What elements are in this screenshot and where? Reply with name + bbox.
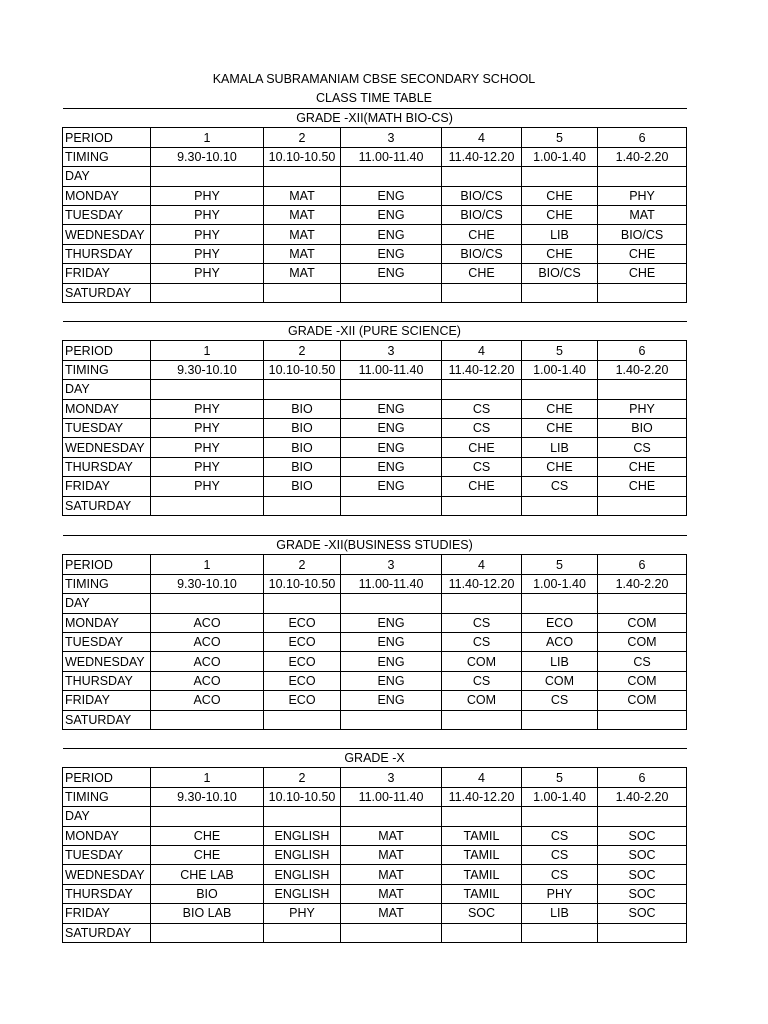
table-row (63, 652, 687, 671)
subject-cell: SOC (598, 884, 687, 903)
day-name: MONDAY (63, 613, 151, 632)
document-title: CLASS TIME TABLE (315, 91, 432, 105)
day-name: SATURDAY (63, 923, 151, 942)
subject-cell: MAT (264, 225, 341, 244)
period-number: 4 (442, 555, 522, 574)
table-row (63, 691, 687, 710)
period-label: PERIOD (63, 555, 151, 574)
timing-label: TIMING (63, 360, 151, 379)
subject-cell: BIO (264, 438, 341, 457)
subject-cell: SOC (598, 865, 687, 884)
subject-cell: ENGLISH (264, 884, 341, 903)
period-number: 2 (264, 128, 341, 147)
timing-cell: 9.30-10.10 (151, 360, 264, 379)
subject-cell: ENG (341, 225, 442, 244)
subject-cell: ACO (151, 671, 264, 690)
subject-cell: COM (598, 691, 687, 710)
timing-cell: 1.40-2.20 (598, 147, 687, 166)
period-number: 5 (522, 768, 598, 787)
subject-cell: ENGLISH (264, 845, 341, 864)
empty-cell (264, 380, 341, 399)
subject-cell: BIO (598, 418, 687, 437)
subject-cell: ENG (341, 652, 442, 671)
empty-cell (598, 167, 687, 186)
subject-cell: PHY (151, 457, 264, 476)
day-name: TUESDAY (63, 632, 151, 651)
table-row (63, 710, 687, 729)
empty-cell (151, 807, 264, 826)
subject-cell (442, 710, 522, 729)
day-name: TUESDAY (63, 845, 151, 864)
subject-cell: BIO/CS (442, 186, 522, 205)
period-number: 1 (151, 128, 264, 147)
subject-cell: PHY (151, 438, 264, 457)
timing-cell: 11.00-11.40 (341, 574, 442, 593)
subject-cell: ENG (341, 205, 442, 224)
timing-cell: 1.40-2.20 (598, 574, 687, 593)
subject-cell: CS (598, 438, 687, 457)
subject-cell (598, 283, 687, 302)
day-name: THURSDAY (63, 457, 151, 476)
period-number: 2 (264, 341, 341, 360)
timing-row (63, 787, 687, 806)
subject-cell: BIO/CS (598, 225, 687, 244)
table-row (63, 399, 687, 418)
timing-cell: 1.00-1.40 (522, 787, 598, 806)
subject-cell: ENG (341, 264, 442, 283)
subject-cell: MAT (341, 826, 442, 845)
day-label: DAY (63, 380, 151, 399)
table-row (63, 904, 687, 923)
timing-cell: 11.00-11.40 (341, 787, 442, 806)
table-row (63, 845, 687, 864)
subject-cell: CHE (522, 399, 598, 418)
timing-cell: 9.30-10.10 (151, 574, 264, 593)
timetable (62, 535, 687, 730)
subject-cell (442, 496, 522, 515)
subject-cell: BIO (151, 884, 264, 903)
subject-cell: SOC (598, 904, 687, 923)
subject-cell: PHY (151, 225, 264, 244)
subject-cell: BIO (264, 457, 341, 476)
subject-cell: TAMIL (442, 884, 522, 903)
timing-cell: 11.40-12.20 (442, 360, 522, 379)
subject-cell: ECO (264, 652, 341, 671)
day-name: WEDNESDAY (63, 438, 151, 457)
timing-cell: 10.10-10.50 (264, 787, 341, 806)
subject-cell: MAT (341, 904, 442, 923)
subject-cell: CHE (522, 457, 598, 476)
subject-cell (341, 496, 442, 515)
subject-cell: LIB (522, 225, 598, 244)
subject-cell: CHE (522, 418, 598, 437)
day-name: FRIDAY (63, 904, 151, 923)
timing-row (63, 360, 687, 379)
subject-cell: TAMIL (442, 826, 522, 845)
subject-cell: ENG (341, 613, 442, 632)
empty-cell (341, 380, 442, 399)
subject-cell (341, 710, 442, 729)
subject-cell: PHY (598, 399, 687, 418)
grade-title: GRADE -XII(BUSINESS STUDIES) (63, 536, 687, 555)
period-number: 1 (151, 768, 264, 787)
timing-row (63, 147, 687, 166)
subject-cell: ENG (341, 186, 442, 205)
period-number: 5 (522, 128, 598, 147)
subject-cell: MAT (264, 205, 341, 224)
subject-cell: BIO LAB (151, 904, 264, 923)
subject-cell (264, 496, 341, 515)
period-row (63, 555, 687, 574)
timing-cell: 1.40-2.20 (598, 787, 687, 806)
grade-title: GRADE -X (63, 749, 687, 768)
empty-cell (598, 807, 687, 826)
subject-cell: BIO (264, 399, 341, 418)
subject-cell: LIB (522, 652, 598, 671)
empty-cell (522, 594, 598, 613)
subject-cell (598, 923, 687, 942)
subject-cell: SOC (598, 845, 687, 864)
subject-cell (341, 283, 442, 302)
table-row (63, 477, 687, 496)
subject-cell: ENG (341, 418, 442, 437)
subject-cell: TAMIL (442, 865, 522, 884)
period-number: 6 (598, 555, 687, 574)
empty-cell (522, 167, 598, 186)
subject-cell: ACO (151, 613, 264, 632)
empty-cell (598, 380, 687, 399)
day-name: THURSDAY (63, 884, 151, 903)
subject-cell: ECO (264, 613, 341, 632)
subject-cell (264, 710, 341, 729)
day-name: WEDNESDAY (63, 652, 151, 671)
subject-cell: LIB (522, 904, 598, 923)
timetable (62, 321, 687, 516)
subject-cell: ENGLISH (264, 826, 341, 845)
subject-cell: CHE (151, 826, 264, 845)
empty-cell (151, 380, 264, 399)
subject-cell: CHE (598, 477, 687, 496)
subject-cell: MAT (264, 244, 341, 263)
table-row (63, 613, 687, 632)
timetable (62, 108, 687, 303)
subject-cell (151, 283, 264, 302)
subject-cell: CHE (522, 244, 598, 263)
subject-cell: ACO (151, 691, 264, 710)
subject-cell: ACO (151, 652, 264, 671)
subject-cell: CS (522, 865, 598, 884)
subject-cell: COM (522, 671, 598, 690)
table-row (63, 923, 687, 942)
subject-cell: PHY (598, 186, 687, 205)
subject-cell: SOC (442, 904, 522, 923)
subject-cell: ECO (522, 613, 598, 632)
subject-cell: CHE (442, 477, 522, 496)
subject-cell: SOC (598, 826, 687, 845)
period-row (63, 128, 687, 147)
subject-cell: ACO (522, 632, 598, 651)
table-row (63, 438, 687, 457)
subject-cell (442, 283, 522, 302)
period-label: PERIOD (63, 768, 151, 787)
day-header-row (63, 167, 687, 186)
subject-cell (151, 923, 264, 942)
table-row (63, 671, 687, 690)
period-number: 3 (341, 341, 442, 360)
subject-cell: TAMIL (442, 845, 522, 864)
period-number: 6 (598, 768, 687, 787)
school-name: KAMALA SUBRAMANIAM CBSE SECONDARY SCHOOL (212, 72, 536, 86)
table-row (63, 865, 687, 884)
table-row (63, 283, 687, 302)
day-name: THURSDAY (63, 671, 151, 690)
day-name: THURSDAY (63, 244, 151, 263)
subject-cell (598, 710, 687, 729)
empty-cell (442, 167, 522, 186)
period-row (63, 768, 687, 787)
subject-cell: COM (442, 652, 522, 671)
subject-cell: CHE (598, 457, 687, 476)
empty-cell (264, 167, 341, 186)
empty-cell (341, 594, 442, 613)
subject-cell: BIO (264, 418, 341, 437)
subject-cell (522, 923, 598, 942)
timing-cell: 9.30-10.10 (151, 787, 264, 806)
day-header-row (63, 380, 687, 399)
day-name: SATURDAY (63, 496, 151, 515)
period-number: 1 (151, 341, 264, 360)
subject-cell: CS (442, 399, 522, 418)
subject-cell: LIB (522, 438, 598, 457)
subject-cell: BIO/CS (522, 264, 598, 283)
subject-cell (341, 923, 442, 942)
empty-cell (151, 594, 264, 613)
subject-cell (598, 496, 687, 515)
period-number: 3 (341, 768, 442, 787)
empty-cell (264, 807, 341, 826)
empty-cell (522, 807, 598, 826)
day-label: DAY (63, 594, 151, 613)
table-row (63, 632, 687, 651)
subject-cell: PHY (151, 244, 264, 263)
subject-cell: MAT (264, 186, 341, 205)
subject-cell: ENGLISH (264, 865, 341, 884)
subject-cell (264, 923, 341, 942)
timing-cell: 1.00-1.40 (522, 360, 598, 379)
period-number: 4 (442, 128, 522, 147)
subject-cell (522, 283, 598, 302)
timing-label: TIMING (63, 574, 151, 593)
table-row (63, 884, 687, 903)
table-row (63, 457, 687, 476)
timing-row (63, 574, 687, 593)
subject-cell: BIO/CS (442, 244, 522, 263)
day-name: SATURDAY (63, 283, 151, 302)
subject-cell: CS (522, 477, 598, 496)
day-label: DAY (63, 807, 151, 826)
period-number: 5 (522, 555, 598, 574)
subject-cell (151, 710, 264, 729)
subject-cell: CHE (442, 264, 522, 283)
subject-cell: CHE (151, 845, 264, 864)
subject-cell: CHE (598, 244, 687, 263)
empty-cell (151, 167, 264, 186)
timing-cell: 10.10-10.50 (264, 574, 341, 593)
subject-cell (151, 496, 264, 515)
subject-cell: ACO (151, 632, 264, 651)
timing-label: TIMING (63, 787, 151, 806)
subject-cell: COM (598, 671, 687, 690)
table-row (63, 244, 687, 263)
day-name: FRIDAY (63, 477, 151, 496)
table-row (63, 186, 687, 205)
day-name: FRIDAY (63, 264, 151, 283)
subject-cell: ENG (341, 632, 442, 651)
period-number: 2 (264, 768, 341, 787)
table-row (63, 205, 687, 224)
subject-cell: MAT (264, 264, 341, 283)
empty-cell (264, 594, 341, 613)
subject-cell: ENG (341, 477, 442, 496)
subject-cell: CHE (522, 186, 598, 205)
timetable (62, 748, 687, 943)
table-row (63, 264, 687, 283)
subject-cell: CHE (522, 205, 598, 224)
empty-cell (522, 380, 598, 399)
timing-cell: 1.00-1.40 (522, 574, 598, 593)
subject-cell: CS (522, 845, 598, 864)
period-number: 3 (341, 128, 442, 147)
subject-cell: BIO/CS (442, 205, 522, 224)
day-name: TUESDAY (63, 418, 151, 437)
subject-cell: MAT (341, 845, 442, 864)
period-number: 3 (341, 555, 442, 574)
subject-cell (522, 496, 598, 515)
grade-title: GRADE -XII (PURE SCIENCE) (63, 322, 687, 341)
subject-cell (442, 923, 522, 942)
period-label: PERIOD (63, 128, 151, 147)
timing-cell: 1.40-2.20 (598, 360, 687, 379)
subject-cell: CS (442, 613, 522, 632)
subject-cell: MAT (598, 205, 687, 224)
day-name: MONDAY (63, 186, 151, 205)
timing-cell: 11.40-12.20 (442, 574, 522, 593)
day-name: TUESDAY (63, 205, 151, 224)
day-name: WEDNESDAY (63, 225, 151, 244)
timing-cell: 1.00-1.40 (522, 147, 598, 166)
day-name: SATURDAY (63, 710, 151, 729)
subject-cell: PHY (264, 904, 341, 923)
subject-cell: PHY (151, 399, 264, 418)
period-number: 2 (264, 555, 341, 574)
subject-cell: CS (442, 632, 522, 651)
empty-cell (442, 807, 522, 826)
timing-cell: 9.30-10.10 (151, 147, 264, 166)
subject-cell: CS (442, 671, 522, 690)
day-header-row (63, 807, 687, 826)
day-name: WEDNESDAY (63, 865, 151, 884)
subject-cell: COM (442, 691, 522, 710)
subject-cell: ENG (341, 244, 442, 263)
subject-cell: CHE (442, 225, 522, 244)
subject-cell: ENG (341, 691, 442, 710)
table-row (63, 225, 687, 244)
subject-cell: ENG (341, 399, 442, 418)
period-label: PERIOD (63, 341, 151, 360)
period-number: 5 (522, 341, 598, 360)
timing-label: TIMING (63, 147, 151, 166)
empty-cell (598, 594, 687, 613)
day-name: FRIDAY (63, 691, 151, 710)
grade-title: GRADE -XII(MATH BIO-CS) (63, 109, 687, 128)
subject-cell: CS (522, 826, 598, 845)
timing-cell: 10.10-10.50 (264, 147, 341, 166)
subject-cell: CS (522, 691, 598, 710)
subject-cell (522, 710, 598, 729)
day-header-row (63, 594, 687, 613)
subject-cell: PHY (151, 264, 264, 283)
period-row (63, 341, 687, 360)
day-label: DAY (63, 167, 151, 186)
subject-cell: PHY (522, 884, 598, 903)
empty-cell (341, 807, 442, 826)
subject-cell: COM (598, 613, 687, 632)
subject-cell: MAT (341, 884, 442, 903)
subject-cell: PHY (151, 205, 264, 224)
subject-cell: PHY (151, 418, 264, 437)
subject-cell: PHY (151, 477, 264, 496)
table-row (63, 496, 687, 515)
subject-cell: ECO (264, 671, 341, 690)
subject-cell: ENG (341, 438, 442, 457)
subject-cell: CHE LAB (151, 865, 264, 884)
day-name: MONDAY (63, 826, 151, 845)
period-number: 1 (151, 555, 264, 574)
timing-cell: 11.00-11.40 (341, 360, 442, 379)
table-row (63, 418, 687, 437)
subject-cell: ECO (264, 691, 341, 710)
empty-cell (341, 167, 442, 186)
subject-cell: BIO (264, 477, 341, 496)
timing-cell: 11.00-11.40 (341, 147, 442, 166)
subject-cell: PHY (151, 186, 264, 205)
subject-cell (264, 283, 341, 302)
subject-cell: ENG (341, 457, 442, 476)
subject-cell: CHE (442, 438, 522, 457)
subject-cell: CS (442, 418, 522, 437)
period-number: 4 (442, 768, 522, 787)
subject-cell: CHE (598, 264, 687, 283)
timing-cell: 11.40-12.20 (442, 147, 522, 166)
subject-cell: CS (598, 652, 687, 671)
empty-cell (442, 380, 522, 399)
subject-cell: ECO (264, 632, 341, 651)
subject-cell: COM (598, 632, 687, 651)
period-number: 4 (442, 341, 522, 360)
timing-cell: 11.40-12.20 (442, 787, 522, 806)
timing-cell: 10.10-10.50 (264, 360, 341, 379)
period-number: 6 (598, 341, 687, 360)
table-row (63, 826, 687, 845)
empty-cell (442, 594, 522, 613)
subject-cell: ENG (341, 671, 442, 690)
day-name: MONDAY (63, 399, 151, 418)
subject-cell: MAT (341, 865, 442, 884)
subject-cell: CS (442, 457, 522, 476)
period-number: 6 (598, 128, 687, 147)
